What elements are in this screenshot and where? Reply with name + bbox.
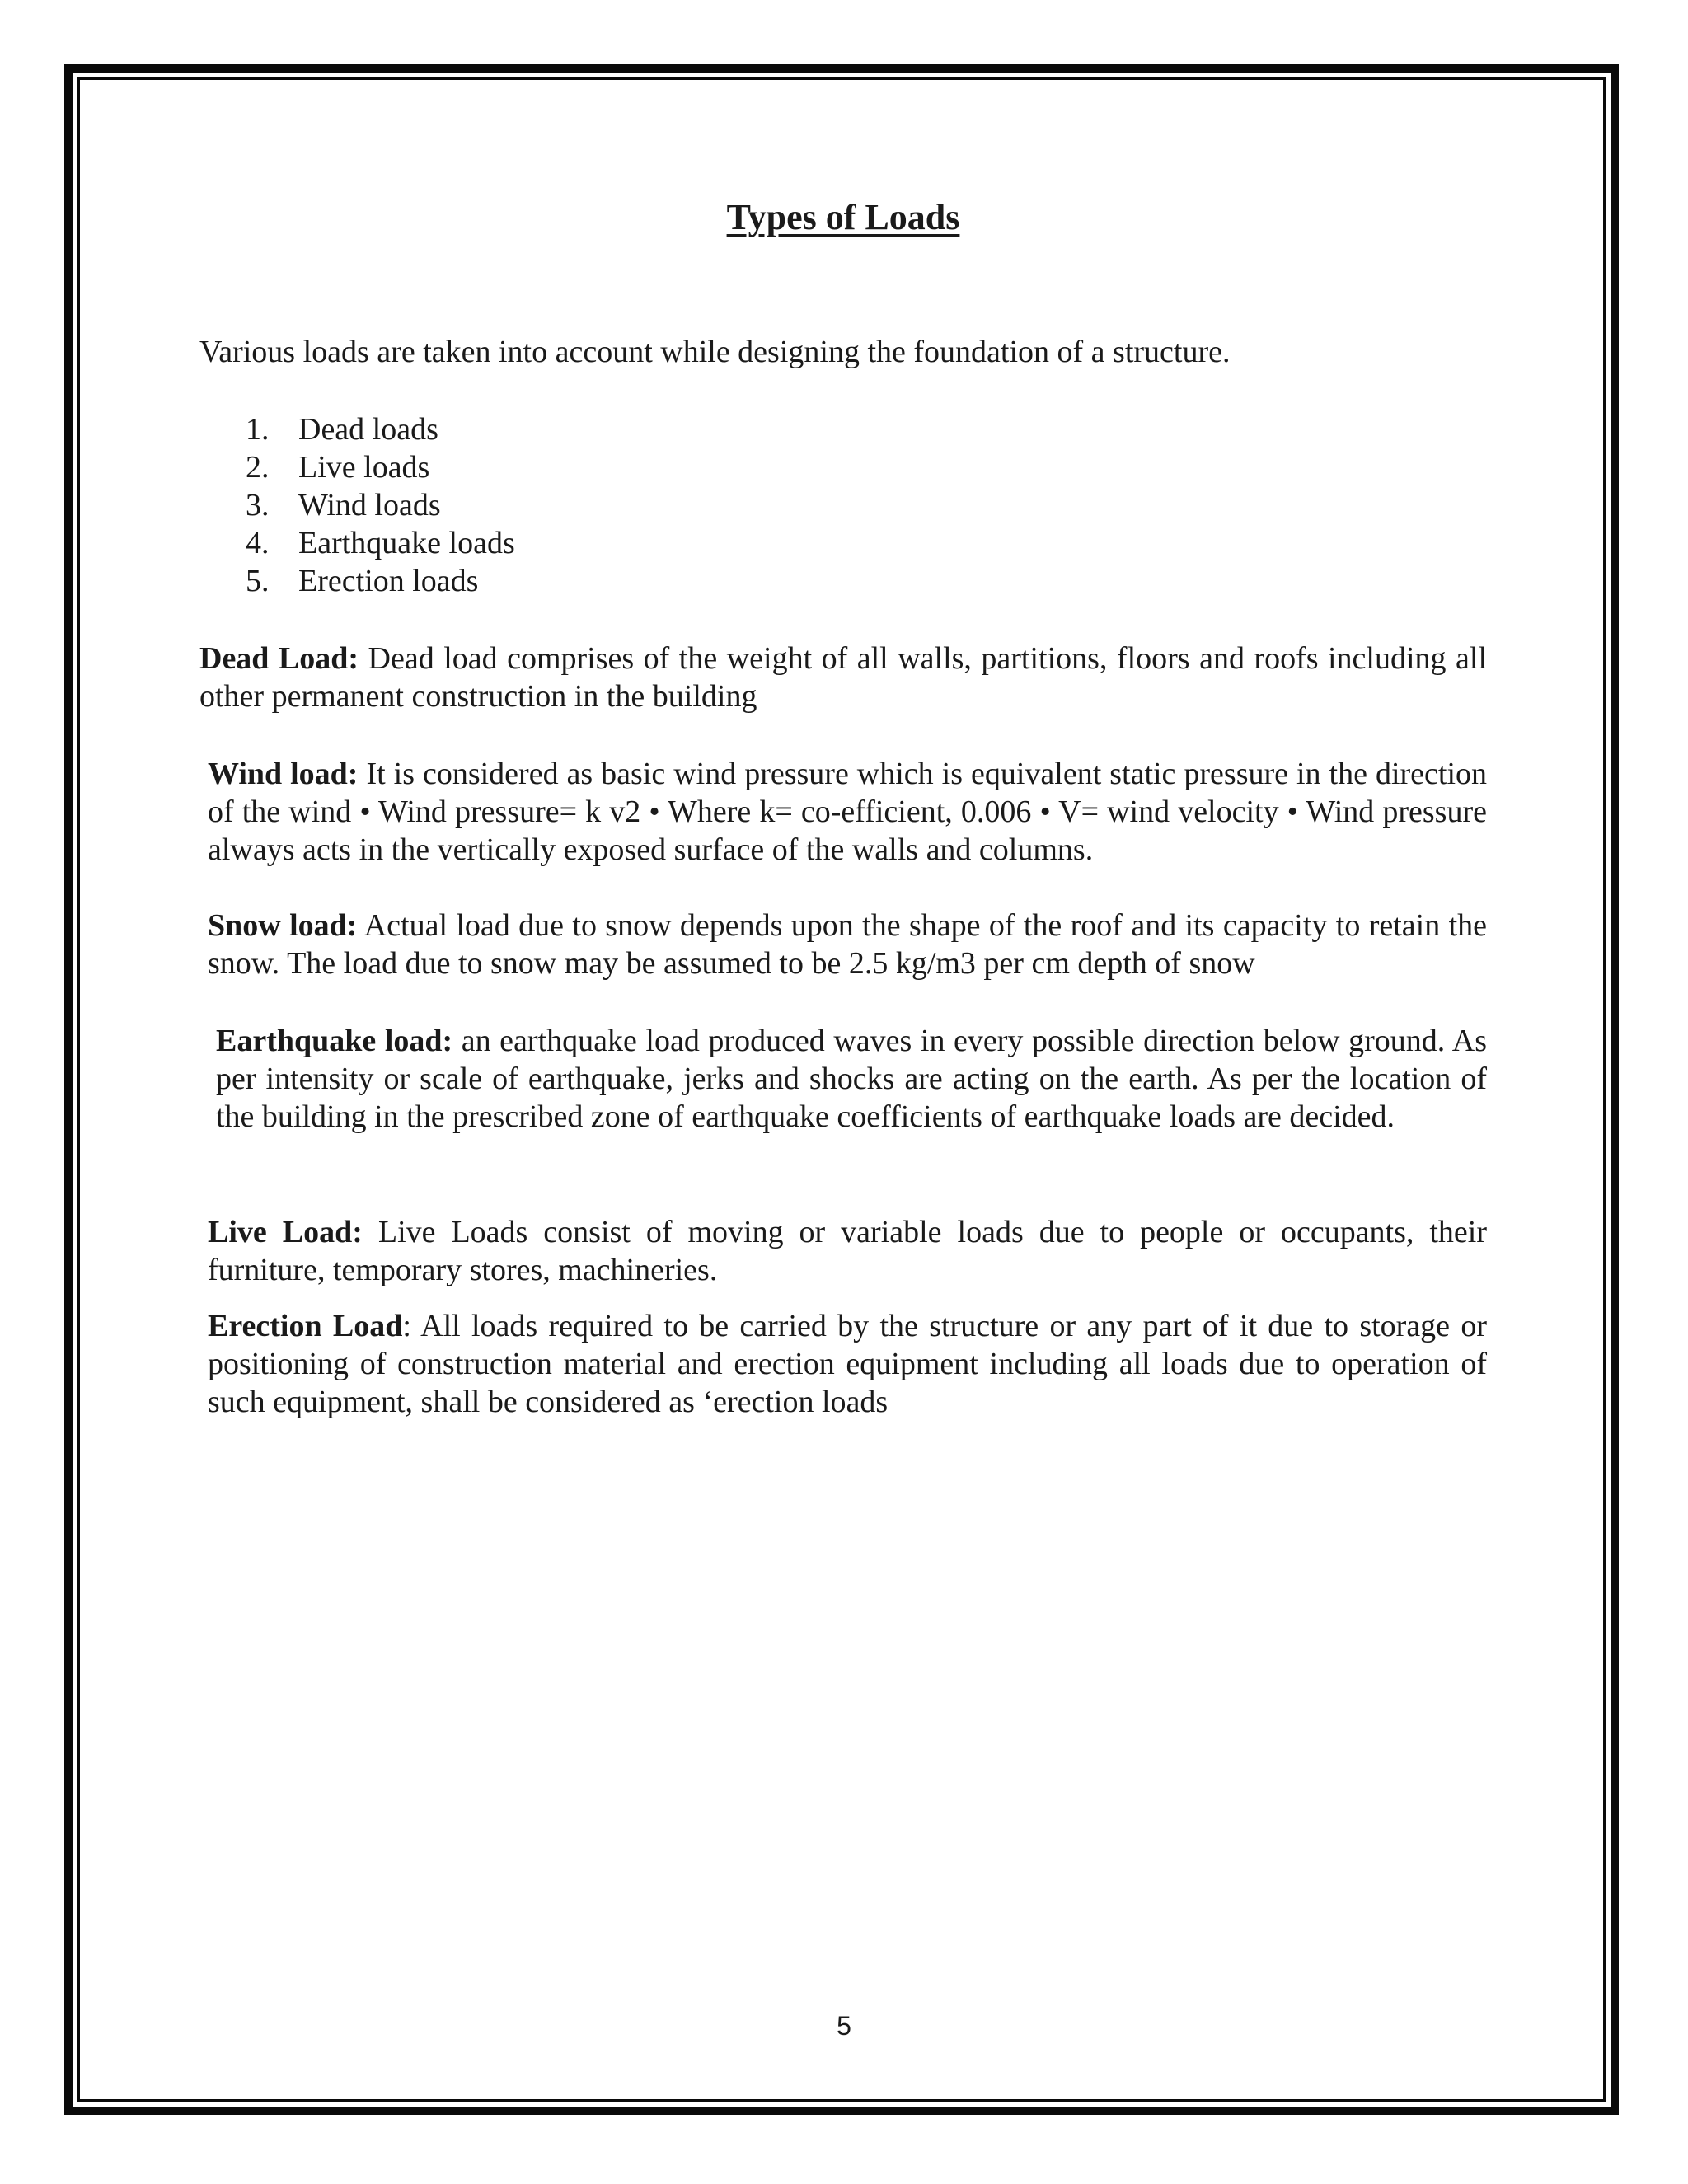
list-item-label: Live loads: [298, 450, 430, 485]
list-item-number: 3.: [246, 488, 270, 523]
snow-load-paragraph: [199, 907, 1487, 982]
list-item: [199, 448, 515, 486]
page-title: Types of Loads: [726, 197, 960, 237]
earthquake-load-heading: Earthquake load:: [216, 1024, 453, 1058]
page-number: 5: [837, 2011, 851, 2041]
list-item-number: 4.: [246, 526, 270, 560]
list-item-label: Dead loads: [298, 412, 438, 447]
list-item-number: 1.: [246, 412, 270, 447]
list-item-number: 2.: [246, 450, 270, 485]
list-item: [199, 486, 515, 524]
wind-load-text: It is considered as basic wind pressure which is equivalent static pressure in the direction of the wind • Wind pressure= k v2 • Where k= co-efficient, 0.006 • V= wind velocity • Wind pressure always acts in the vertically exposed surface of the walls and columns.: [208, 757, 1488, 867]
erection-load-paragraph: [199, 1307, 1487, 1421]
erection-load-heading: Erection Load: [208, 1309, 403, 1343]
wind-load-paragraph: [199, 755, 1487, 869]
dead-load-heading: Dead Load:: [199, 641, 359, 676]
snow-load-heading: Snow load:: [208, 908, 358, 943]
live-load-heading: Live Load:: [208, 1215, 363, 1249]
load-types-list: [199, 410, 515, 600]
live-load-text: Live Loads consist of moving or variable loads due to people or occupants, their furniture, temporary stores, machineries.: [208, 1215, 1488, 1287]
earthquake-load-paragraph: [199, 1022, 1487, 1136]
list-item-label: Earthquake loads: [298, 526, 515, 560]
list-item-label: Wind loads: [298, 488, 441, 523]
wind-load-heading: Wind load:: [208, 757, 359, 791]
list-item: [199, 562, 515, 600]
live-load-paragraph: [199, 1213, 1487, 1289]
list-item: [199, 524, 515, 562]
earthquake-load-text: an earthquake load produced waves in every possible direction below ground. As per intensity or scale of earthquake, jerks and shocks are acting on the earth. As per the location of the building in the prescribed zone of earthquake coefficients of earthquake loads are decided.: [216, 1024, 1487, 1134]
erection-load-text: : All loads required to be carried by the structure or any part of it due to storage or positioning of construction material and erection equipment including all loads due to operation of such equipment, shall be considered as ‘erection loads: [208, 1309, 1487, 1419]
dead-load-paragraph: [199, 640, 1487, 715]
list-item: [199, 410, 515, 448]
dead-load-text: Dead load comprises of the weight of all walls, partitions, floors and roofs including all other permanent construction in the building: [199, 641, 1488, 714]
snow-load-text: Actual load due to snow depends upon the shape of the roof and its capacity to retain the snow. The load due to snow may be assumed to be 2.5 kg/m3 per cm depth of snow: [208, 908, 1487, 981]
list-item-number: 5.: [246, 564, 270, 598]
list-item-label: Erection loads: [298, 564, 479, 598]
intro-paragraph: Various loads are taken into account while designing the foundation of a structure.: [199, 335, 1231, 369]
